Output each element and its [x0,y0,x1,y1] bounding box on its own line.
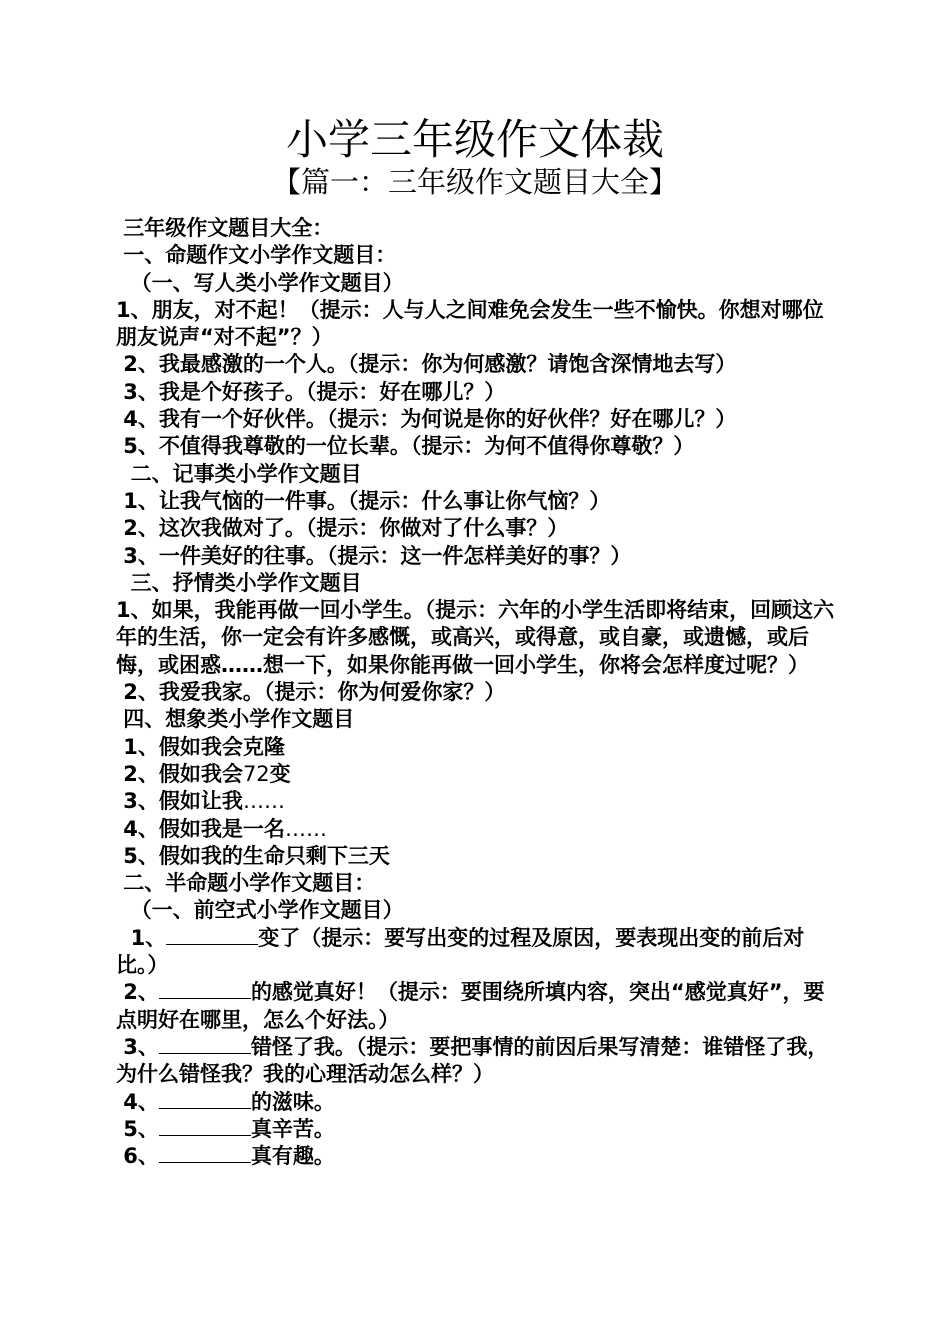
subheading-imagination: 四、想象类小学作文题目 [116,707,355,732]
fill-blank [159,1117,251,1136]
list-item [116,979,836,1034]
list-item: 1、让我气恼的一件事。（提示：什么事让你气恼？） [116,488,611,513]
list-item-text: 变了（提示：要写出变的过程及原因，要表现出变的前后对比。） [116,925,805,978]
heading-section-2: 二、半命题小学作文题目： [116,871,376,896]
list-item-text: 变 [269,761,291,786]
list-item-number: 2、 [116,980,159,1005]
list-item [116,1116,836,1143]
list-item-number: 4、 [116,1089,159,1114]
list-item: 1、朋友，对不起！（提示：人与人之间难免会发生一些不愉快。你想对哪位朋友说声“对不起”？） [116,297,824,350]
list-item-number: 6、 [116,1144,159,1169]
list-item [116,761,836,788]
list-item-text: 真有趣。 [250,1144,335,1169]
list-item: 2、我爱我家。（提示：你为何爱你家？） [116,680,506,705]
list-item: 5、不值得我尊敬的一位长辈。（提示：为何不值得你尊敬？） [116,434,695,459]
heading-section-1: 一、命题作文小学作文题目： [116,243,397,268]
list-item: 3、一件美好的往事。（提示：这一件怎样美好的事？） [116,543,632,568]
fill-blank [159,1144,251,1163]
fill-blank [159,1035,251,1054]
heading-overview: 三年级作文题目大全： [116,216,334,240]
list-item [116,788,836,815]
list-item-text: 的滋味。 [250,1089,335,1114]
list-item [116,925,836,980]
list-item [116,1089,836,1116]
subheading-events: 二、记事类小学作文题目 [116,461,362,486]
list-item [116,816,836,843]
list-item [116,1034,836,1089]
list-item: 1、假如我会克隆 [116,734,285,759]
list-item: 4、我有一个好伙伴。（提示：为何说是你的好伙伴？好在哪儿？） [116,407,737,432]
list-item-number: 72 [242,761,270,786]
list-item: 2、这次我做对了。（提示：你做对了什么事？） [116,516,569,541]
list-item: 5、假如我的生命只剩下三天 [116,843,390,868]
subheading-prefix-blank: （一、前空式小学作文题目） [116,898,404,923]
fill-blank [159,980,251,999]
list-item-text: 2、假如我会 [116,761,243,786]
document-title: 小学三年级作文体裁 [285,115,664,164]
list-item-number: 1、 [116,925,167,950]
list-item: 1、如果，我能再做一回小学生。（提示：六年的小学生活即将结束，回顾这六年的生活，你一定会有许多感慨，或高兴，或得意，或自豪，或遗憾，或后悔，或困惑……想一下，如果你能再做一回小学生，你将会怎样度过呢？） [116,598,835,677]
list-item [116,1143,836,1170]
list-item-text: 错怪了我。（提示：要把事情的前因后果写清楚：谁错怪了我，为什么错怪我？我的心理活动怎么样？） [116,1034,829,1087]
subheading-people: （一、写人类小学作文题目） [116,270,404,295]
ellipsis: …… [242,789,285,814]
list-item-text: 的感觉真好！（提示：要围绕所填内容，突出“感觉真好”，要点明好在哪里，怎么个好法。） [116,980,825,1032]
list-item: 2、我最感激的一个人。（提示：你为何感激？请饱含深情地去写） [116,352,737,377]
document-subtitle: 【篇一：三年级作文题目大全】 [271,165,678,199]
list-item: 3、我是个好孩子。（提示：好在哪儿？） [116,379,506,404]
ellipsis: …… [284,816,327,841]
list-item-number: 5、 [116,1116,159,1141]
subheading-lyric: 三、抒情类小学作文题目 [116,570,362,595]
list-item-text: 真辛苦。 [250,1116,335,1141]
fill-blank [159,1090,251,1109]
list-item-number: 3、 [116,1034,159,1059]
document-body [116,215,836,1170]
list-item-text: 4、假如我是一名 [116,816,285,841]
fill-blank [166,926,258,945]
list-item-text: 3、假如让我 [116,789,243,814]
